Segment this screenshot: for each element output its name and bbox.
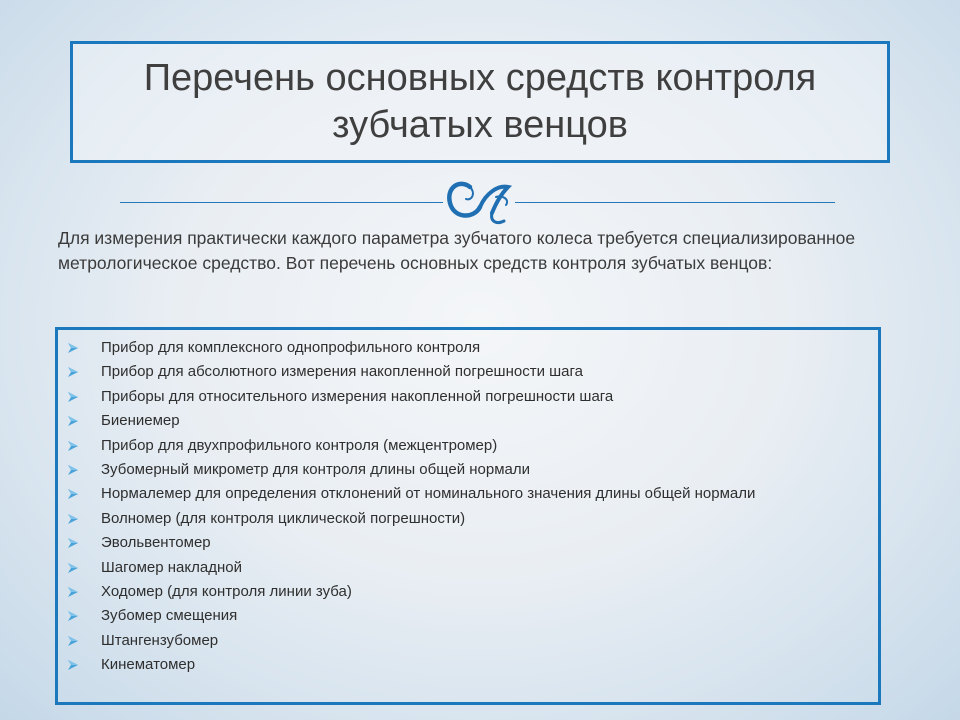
list-item: [58, 507, 878, 531]
arrow-chevron-icon: [67, 537, 79, 549]
list-item-label: Кинематомер: [101, 656, 196, 674]
list-item-label: Биениемер: [101, 412, 180, 430]
list-item-label: Нормалемер для определения отклонений от номинального значения длины общей нормали: [101, 485, 756, 503]
list-item: [58, 385, 878, 409]
list-item-label: Прибор для двухпрофильного контроля (межцентромер): [101, 436, 498, 454]
list-item: [58, 653, 878, 677]
arrow-chevron-icon: [67, 488, 79, 500]
arrow-chevron-icon: [67, 513, 79, 525]
list-item: [58, 458, 878, 482]
divider-line-right: [515, 202, 835, 203]
arrow-chevron-icon: [67, 415, 79, 427]
list-item-label: Зубомерный микрометр для контроля длины общей нормали: [101, 460, 531, 478]
list-item: [58, 482, 878, 506]
divider-line-left: [120, 202, 443, 203]
arrow-chevron-icon: [67, 342, 79, 354]
arrow-chevron-icon: [67, 464, 79, 476]
ornament-flourish-icon: [440, 173, 520, 229]
title-box: [70, 41, 890, 163]
instrument-list-box: [55, 327, 881, 705]
list-item: [58, 629, 878, 653]
list-item-label: Приборы для относительного измерения накопленной погрешности шага: [101, 387, 614, 405]
list-item-label: Эвольвентомер: [101, 534, 211, 552]
list-item-label: Зубомер смещения: [101, 607, 238, 625]
list-item: [58, 434, 878, 458]
list-item-label: Прибор для абсолютного измерения накопленной погрешности шага: [101, 363, 583, 381]
arrow-chevron-icon: [67, 586, 79, 598]
list-item-label: Волномер (для контроля циклической погрешности): [101, 509, 466, 527]
arrow-chevron-icon: [67, 635, 79, 647]
arrow-chevron-icon: [67, 610, 79, 622]
list-item: [58, 604, 878, 628]
arrow-chevron-icon: [67, 659, 79, 671]
list-item: [58, 336, 878, 360]
list-item-label: Штангензубомер: [101, 631, 219, 649]
slide-title: Перечень основных средств контроля зубчатых венцов: [143, 56, 817, 146]
title-divider: [0, 191, 960, 225]
arrow-chevron-icon: [67, 562, 79, 574]
list-item: [58, 409, 878, 433]
list-item-label: Прибор для комплексного однопрофильного контроля: [101, 339, 481, 356]
list-item-label: Ходомер (для контроля линии зуба): [101, 582, 352, 600]
arrow-chevron-icon: [67, 391, 79, 403]
list-item: [58, 580, 878, 604]
list-item: [58, 360, 878, 384]
arrow-chevron-icon: [67, 366, 79, 378]
instrument-list: [58, 330, 878, 677]
list-item: [58, 531, 878, 555]
list-item-label: Шагомер накладной: [101, 558, 242, 576]
intro-text: Для измерения практически каждого параметра зубчатого колеса требуется специализированное метрологическое средство. Вот перечень основных средств контроля зубчатых венцов:: [58, 228, 856, 273]
list-item: [58, 556, 878, 580]
arrow-chevron-icon: [67, 440, 79, 452]
